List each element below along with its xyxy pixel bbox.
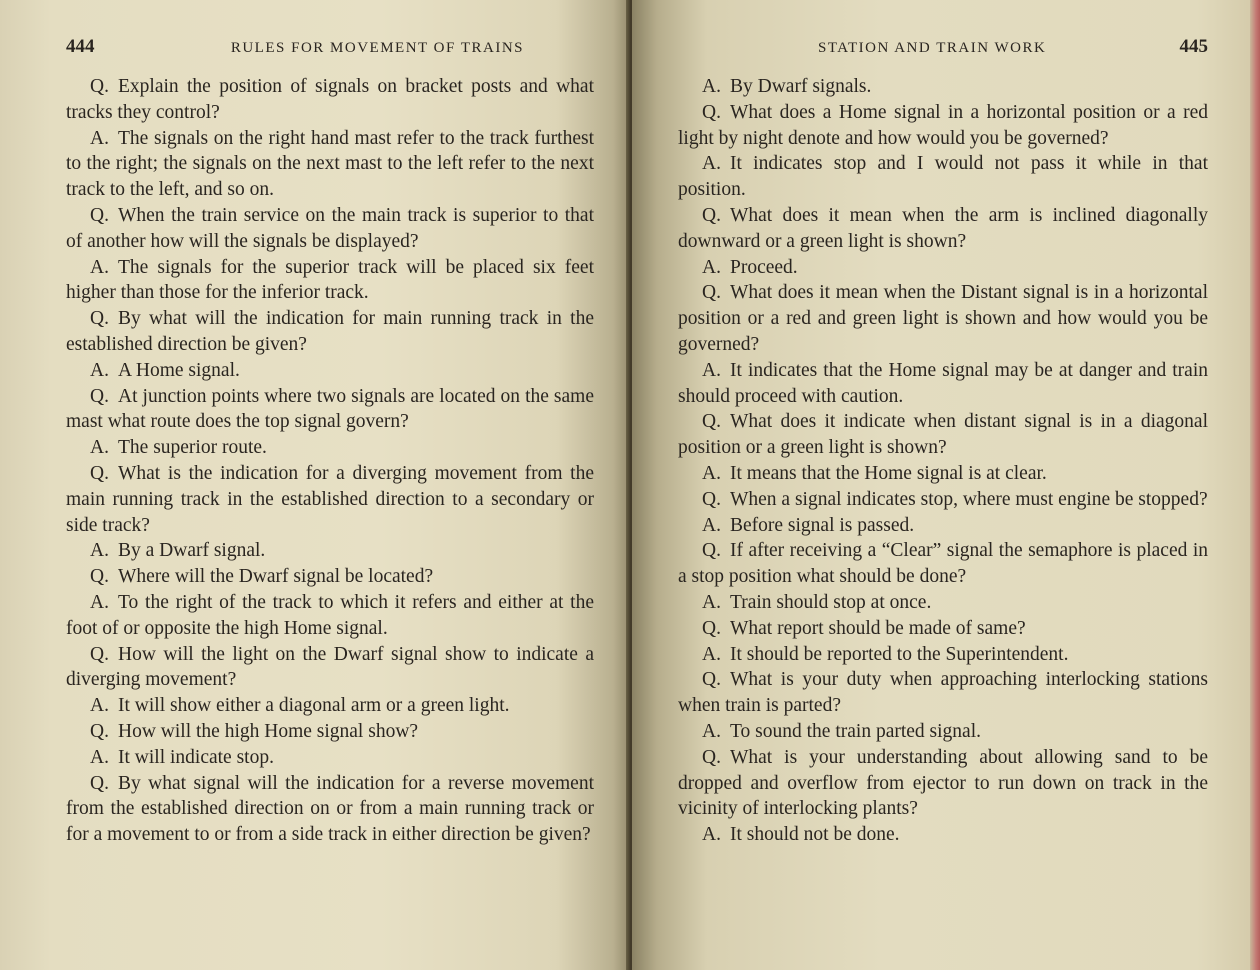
entry-tag: Q. <box>702 411 721 433</box>
qa-entry <box>678 719 1208 745</box>
qa-entry <box>678 487 1208 513</box>
entry-tag: A. <box>90 591 109 613</box>
entry-tag: A. <box>702 359 721 381</box>
entry-text: What is your understanding about allowing sand to be dropped and overflow from ejector to run down on track in the vicinity of interlocking plants? <box>678 746 1208 820</box>
entry-text: What is your duty when approaching interlocking stations when train is parted? <box>678 669 1208 717</box>
entry-text: It means that the Home signal is at clear. <box>730 462 1047 484</box>
entry-tag: Q. <box>90 308 109 330</box>
entry-text: The superior route. <box>118 437 267 459</box>
entry-tag: A. <box>90 540 109 562</box>
entry-text: Proceed. <box>730 256 798 278</box>
qa-entry <box>66 384 594 436</box>
entry-text: To sound the train parted signal. <box>730 720 981 742</box>
entry-text: By a Dwarf signal. <box>118 540 266 562</box>
qa-entry <box>678 100 1208 152</box>
entry-text: It will show either a diagonal arm or a green light. <box>118 695 510 717</box>
entry-text: What is the indication for a diverging movement from the main running track in the established direction to a secondary or side track? <box>66 462 594 536</box>
qa-entry <box>678 461 1208 487</box>
entry-text: When a signal indicates stop, where must engine be stopped? <box>730 488 1208 510</box>
entry-tag: Q. <box>702 101 721 123</box>
qa-entry <box>66 538 594 564</box>
entry-tag: A. <box>702 643 721 665</box>
entry-tag: Q. <box>702 617 721 639</box>
qa-entry <box>678 203 1208 255</box>
entry-tag: Q. <box>702 669 721 691</box>
entry-tag: Q. <box>702 488 721 510</box>
running-head-title: STATION AND TRAIN WORK <box>818 40 1047 56</box>
entry-tag: A. <box>702 76 721 97</box>
entry-text: To the right of the track to which it refers and either at the foot of or opposite the high Home signal. <box>66 591 594 639</box>
qa-entry <box>678 513 1208 539</box>
entry-text: It will indicate stop. <box>118 746 274 768</box>
entry-tag: Q. <box>702 540 721 562</box>
entry-tag: A. <box>90 256 109 278</box>
page-number: 445 <box>1179 36 1208 57</box>
qa-entry <box>66 203 594 255</box>
entry-text: It indicates stop and I would not pass it while in that position. <box>678 153 1208 201</box>
entry-tag: Q. <box>90 643 109 665</box>
qa-entry <box>66 255 594 307</box>
qa-entry <box>678 642 1208 668</box>
entry-text: Explain the position of signals on bracket posts and what tracks they control? <box>66 76 594 123</box>
entry-tag: Q. <box>702 746 721 768</box>
entry-tag: A. <box>90 127 109 149</box>
qa-entry <box>678 538 1208 590</box>
entry-tag: Q. <box>90 720 109 742</box>
qa-entry <box>66 74 594 126</box>
entry-text: If after receiving a “Clear” signal the semaphore is placed in a stop position what should be done? <box>678 540 1208 588</box>
right-running-head <box>678 36 1208 72</box>
entry-tag: A. <box>90 359 109 381</box>
qa-entry <box>678 74 1208 100</box>
running-head-title: RULES FOR MOVEMENT OF TRAINS <box>230 40 524 56</box>
right-entries <box>678 74 1208 848</box>
qa-entry <box>66 126 594 203</box>
entry-tag: Q. <box>90 772 109 794</box>
entry-text: Before signal is passed. <box>730 514 915 536</box>
qa-entry <box>66 642 594 694</box>
entry-text: What does a Home signal in a horizontal position or a red light by night denote and how would you be governed? <box>678 101 1208 149</box>
entry-tag: A. <box>702 153 721 175</box>
entry-text: A Home signal. <box>118 359 240 381</box>
entry-text: The signals on the right hand mast refer to the track furthest to the right; the signals on the next mast to the left refer to the next track to the left, and so on. <box>66 127 594 201</box>
entry-tag: A. <box>702 824 721 846</box>
entry-tag: A. <box>702 462 721 484</box>
entry-tag: A. <box>702 514 721 536</box>
qa-entry <box>678 590 1208 616</box>
entry-tag: A. <box>702 256 721 278</box>
entry-text: At junction points where two signals are located on the same mast what route does the top signal govern? <box>66 385 594 433</box>
entry-text: Where will the Dwarf signal be located? <box>118 566 434 588</box>
qa-entry <box>678 409 1208 461</box>
qa-entry <box>678 358 1208 410</box>
entry-tag: Q. <box>702 282 721 304</box>
qa-entry <box>66 358 594 384</box>
entry-text: The signals for the superior track will be placed six feet higher than those for the inferior track. <box>66 256 594 304</box>
entry-text: What report should be made of same? <box>730 617 1026 639</box>
entry-tag: Q. <box>90 462 109 484</box>
qa-entry <box>678 745 1208 822</box>
entry-text: What does it indicate when distant signal is in a diagonal position or a green light is shown? <box>678 411 1208 459</box>
entry-text: When the train service on the main track is superior to that of another how will the signals be displayed? <box>66 204 594 252</box>
qa-entry <box>678 822 1208 848</box>
left-running-head <box>66 36 594 72</box>
qa-entry <box>678 280 1208 357</box>
entry-text: What does it mean when the arm is inclined diagonally downward or a green light is shown? <box>678 204 1208 252</box>
entry-tag: A. <box>90 437 109 459</box>
entry-text: How will the high Home signal show? <box>118 720 419 742</box>
qa-entry <box>66 719 594 745</box>
qa-entry <box>678 616 1208 642</box>
entry-tag: Q. <box>702 204 721 226</box>
entry-tag: A. <box>90 746 109 768</box>
qa-entry <box>66 590 594 642</box>
right-page <box>632 0 1260 970</box>
qa-entry <box>66 745 594 771</box>
entry-text: By what signal will the indication for a reverse movement from the established direction on or from a main running track or for a movement to or from a side track in either direction be given? <box>66 772 594 846</box>
entry-tag: A. <box>702 591 721 613</box>
page-number: 444 <box>66 36 95 57</box>
entry-tag: A. <box>702 720 721 742</box>
entry-text: It should be reported to the Superintendent. <box>730 643 1069 665</box>
qa-entry <box>66 461 594 538</box>
entry-text: It should not be done. <box>730 824 900 846</box>
entry-text: Train should stop at once. <box>730 591 932 613</box>
entry-tag: Q. <box>90 204 109 226</box>
entry-text: How will the light on the Dwarf signal show to indicate a diverging movement? <box>66 643 594 691</box>
qa-entry <box>66 564 594 590</box>
qa-entry <box>678 255 1208 281</box>
qa-entry <box>66 693 594 719</box>
left-entries <box>66 74 594 848</box>
entry-tag: A. <box>90 695 109 717</box>
qa-entry <box>678 151 1208 203</box>
entry-text: It indicates that the Home signal may be at danger and train should proceed with caution. <box>678 359 1208 407</box>
qa-entry <box>678 667 1208 719</box>
qa-entry <box>66 771 594 848</box>
entry-text: By Dwarf signals. <box>730 76 872 97</box>
entry-tag: Q. <box>90 385 109 407</box>
entry-tag: Q. <box>90 76 109 97</box>
entry-tag: Q. <box>90 566 109 588</box>
qa-entry <box>66 435 594 461</box>
entry-text: What does it mean when the Distant signal is in a horizontal position or a red and green light is shown and how would you be governed? <box>678 282 1208 355</box>
entry-text: By what will the indication for main running track in the established direction be given? <box>66 308 594 355</box>
qa-entry <box>66 306 594 358</box>
